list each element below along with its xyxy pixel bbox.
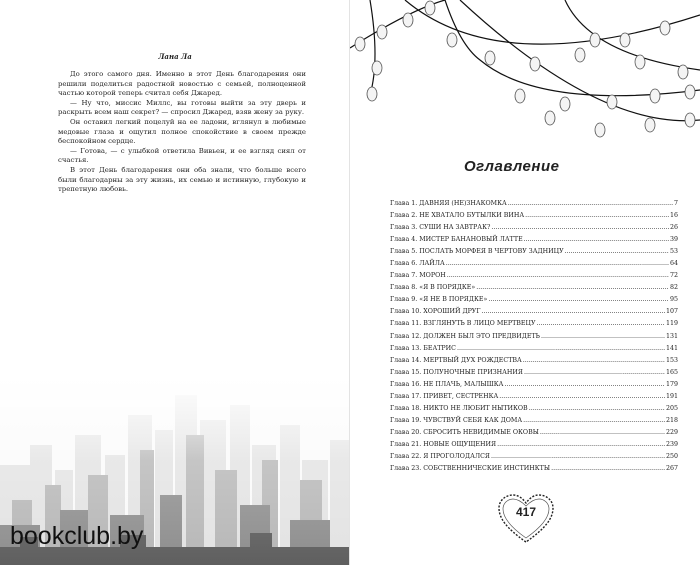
toc-entry (390, 331, 678, 343)
toc-entry (390, 306, 678, 318)
toc-entry (390, 379, 678, 391)
string-lights-illustration (350, 0, 700, 175)
paragraph: До этого самого дня. Именно в этот День благодарения они решили поделиться радостной новостью с семьей, полноценной частью которой теперь считал себя Джаред. (58, 70, 306, 98)
toc-leader-dots (446, 258, 669, 270)
toc-entry-title: Глава 21. НОВЫЕ ОЩУЩЕНИЯ (390, 440, 497, 448)
table-of-contents (390, 198, 678, 475)
toc-entry (390, 198, 678, 210)
paragraph: В этот День благодарения они оба знали, что больше всего были благодарны за эту жизнь, их семью и истинную, глубокую и трепетную любовь. (58, 165, 306, 194)
toc-entry-title: Глава 14. МЕРТВЫЙ ДУХ РОЖДЕСТВА (390, 356, 522, 364)
toc-entry-page: 153 (665, 356, 678, 364)
toc-leader-dots (523, 415, 665, 427)
toc-leader-dots (529, 403, 665, 415)
toc-entry (390, 246, 678, 258)
heart-wreath-icon (496, 492, 556, 546)
toc-entry-page: 267 (665, 465, 678, 473)
toc-entry-page: 229 (665, 428, 678, 436)
toc-entry-title: Глава 7. МОРОН (390, 272, 446, 280)
toc-entry-title: Глава 4. МИСТЕР БАНАНОВЫЙ ЛАТТЕ (390, 236, 523, 244)
toc-entry (390, 294, 678, 306)
toc-entry-title: Глава 22. Я ПРОГОЛОДАЛСЯ (390, 452, 491, 460)
toc-entry-page: 64 (669, 260, 678, 268)
toc-entry-page: 82 (669, 284, 678, 292)
toc-entry (390, 282, 678, 294)
toc-leader-dots (524, 367, 665, 379)
toc-entry-title: Глава 18. НИКТО НЕ ЛЮБИТ НЫТИКОВ (390, 404, 528, 412)
toc-entry-title: Глава 12. ДОЛЖЕН БЫЛ ЭТО ПРЕДВИДЕТЬ (390, 332, 540, 340)
toc-entry-page: 119 (665, 320, 678, 328)
toc-entry-title: Глава 2. НЕ ХВАТАЛО БУТЫЛКИ ВИНА (390, 212, 525, 220)
toc-entry-page: 72 (669, 272, 678, 280)
toc-leader-dots (508, 198, 673, 210)
toc-entry-title: Глава 15. ПОЛУНОЧНЫЕ ПРИЗНАНИЯ (390, 368, 523, 376)
toc-entry-page: 95 (669, 296, 678, 304)
toc-entry-page: 141 (665, 344, 678, 352)
toc-leader-dots (541, 331, 665, 343)
toc-entry (390, 355, 678, 367)
toc-entry (390, 403, 678, 415)
toc-entry-page: 7 (673, 200, 678, 207)
toc-entry-title: Глава 3. СУШИ НА ЗАВТРАК? (390, 224, 491, 232)
toc-entry (390, 415, 678, 427)
toc-leader-dots (565, 246, 669, 258)
toc-heading: Оглавление (464, 158, 560, 175)
toc-entry (390, 270, 678, 282)
toc-leader-dots (491, 222, 669, 234)
toc-entry (390, 391, 678, 403)
toc-leader-dots (525, 210, 669, 222)
toc-entry (390, 439, 678, 451)
toc-entry-page: 191 (665, 392, 678, 400)
toc-entry-page: 179 (665, 380, 678, 388)
running-head: Лана Ла (158, 52, 192, 61)
toc-leader-dots (497, 439, 665, 451)
toc-entry-page: 205 (665, 404, 678, 412)
toc-entry-page: 107 (665, 308, 678, 316)
toc-leader-dots (488, 294, 669, 306)
toc-leader-dots (551, 463, 665, 475)
paragraph: — Ну что, миссис Миллс, вы готовы выйти за эту дверь и раскрыть всем наш секрет? — спросил Джаред, взяв жену за руку. (58, 98, 306, 117)
toc-leader-dots (499, 391, 665, 403)
toc-entry-title: Глава 13. БЕАТРИС (390, 344, 456, 352)
toc-entry-title: Глава 16. НЕ ПЛАЧЬ, МАЛЫШКА (390, 380, 504, 388)
toc-leader-dots (523, 355, 665, 367)
toc-entry-title: Глава 5. ПОСЛАТЬ МОРФЕЯ В ЧЕРТОВУ ЗАДНИЦУ (390, 248, 564, 256)
toc-leader-dots (457, 343, 665, 355)
right-page (350, 0, 700, 565)
toc-entry-title: Глава 8. «Я В ПОРЯДКЕ» (390, 284, 476, 292)
toc-leader-dots (537, 318, 665, 330)
toc-entry (390, 318, 678, 330)
toc-entry-title: Глава 9. «Я НЕ В ПОРЯДКЕ» (390, 296, 488, 304)
watermark: bookclub.by (10, 522, 144, 550)
toc-entry-page: 53 (669, 248, 678, 256)
toc-entry (390, 367, 678, 379)
paragraph: — Готова, — с улыбкой ответила Вивьен, и ее взгляд сиял от счастья. (58, 146, 306, 165)
toc-entry-title: Глава 17. ПРИВЕТ, СЕСТРЕНКА (390, 392, 499, 400)
toc-leader-dots (504, 379, 665, 391)
toc-entry-page: 239 (665, 440, 678, 448)
toc-entry-page: 218 (665, 416, 678, 424)
toc-entry-page: 39 (669, 236, 678, 244)
toc-entry (390, 463, 678, 475)
toc-entry-page: 131 (665, 332, 678, 340)
toc-entry-title: Глава 23. СОБСТВЕННИЧЕСКИЕ ИНСТИНКТЫ (390, 465, 551, 473)
toc-entry-title: Глава 1. ДАВНЯЯ (НЕ)ЗНАКОМКА (390, 200, 507, 207)
toc-leader-dots (447, 270, 669, 282)
toc-entry-page: 165 (665, 368, 678, 376)
toc-entry-title: Глава 6. ЛАЙЛА (390, 260, 445, 268)
toc-entry-title: Глава 19. ЧУВСТВУЙ СЕБЯ КАК ДОМА (390, 416, 523, 424)
toc-entry-title: Глава 11. ВЗГЛЯНУТЬ В ЛИЦО МЕРТВЕЦУ (390, 320, 536, 328)
page-number: 417 (515, 505, 537, 519)
toc-entry (390, 210, 678, 222)
toc-leader-dots (476, 282, 669, 294)
toc-entry (390, 258, 678, 270)
toc-entry-page: 250 (665, 452, 678, 460)
toc-leader-dots (524, 234, 669, 246)
toc-entry (390, 451, 678, 463)
toc-entry-page: 26 (669, 224, 678, 232)
toc-entry (390, 343, 678, 355)
toc-entry-page: 16 (669, 212, 678, 220)
toc-entry (390, 234, 678, 246)
toc-leader-dots (540, 427, 665, 439)
toc-entry-title: Глава 10. ХОРОШИЙ ДРУГ (390, 308, 481, 316)
paragraph: Он оставил легкий поцелуй на ее ладони, вглянул в любимые медовые глаза и ощутил полное спокойствие в своем прежде беспокойном сердце. (58, 117, 306, 146)
toc-leader-dots (491, 451, 665, 463)
chapter-text (58, 70, 306, 195)
toc-leader-dots (482, 306, 665, 318)
toc-entry-title: Глава 20. СБРОСИТЬ НЕВИДИМЫЕ ОКОВЫ (390, 428, 539, 436)
toc-entry (390, 222, 678, 234)
toc-entry (390, 427, 678, 439)
